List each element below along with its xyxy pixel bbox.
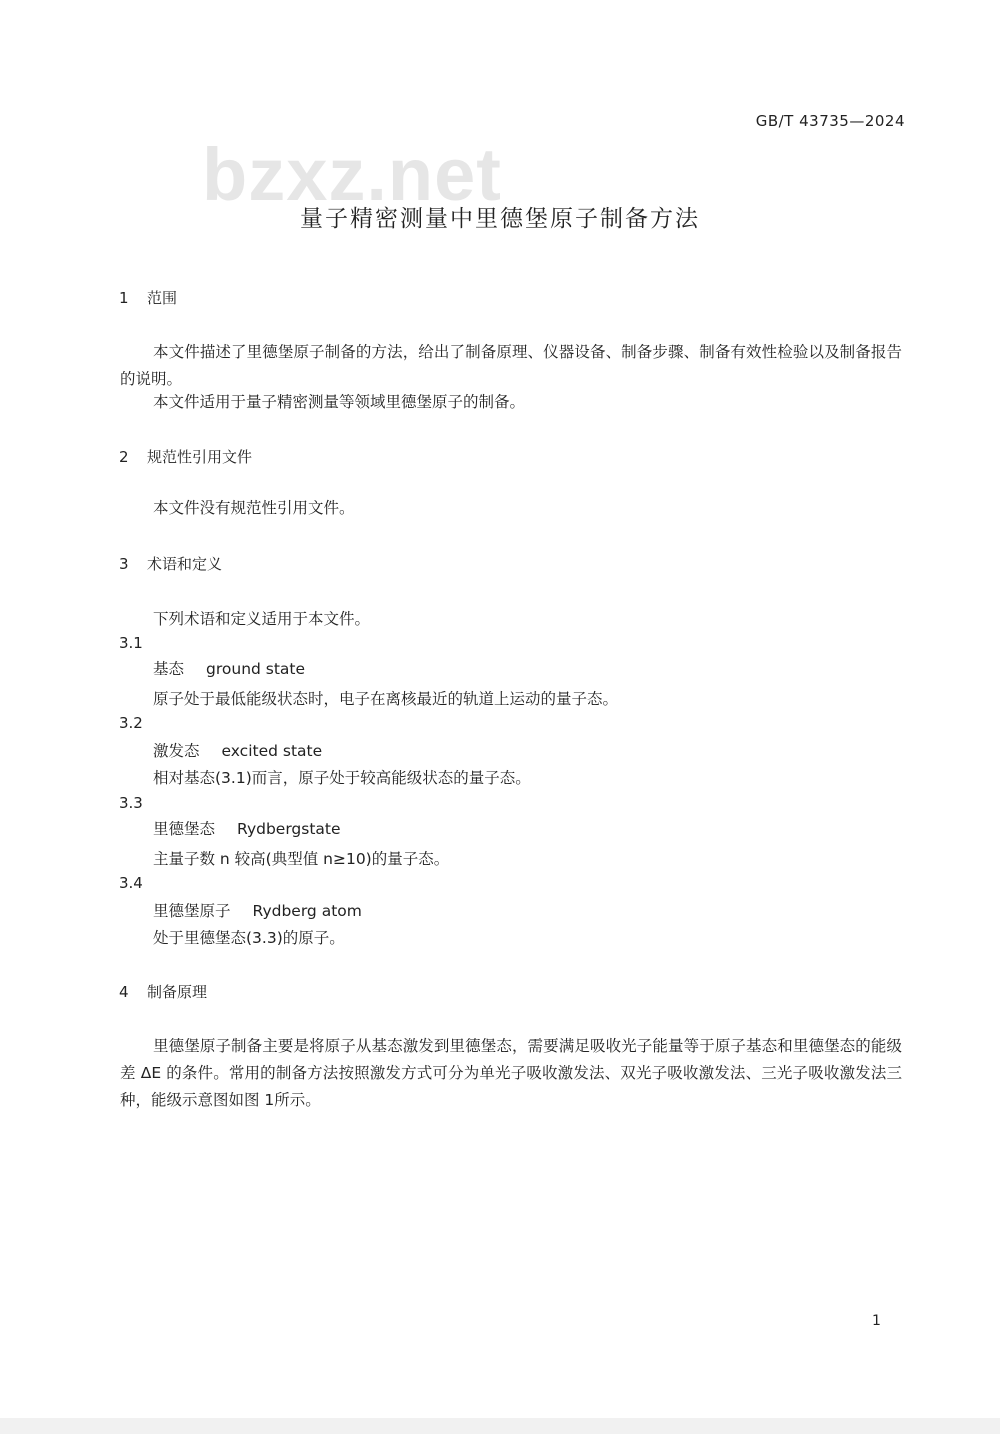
term-number: 3.2 [119,714,143,732]
section-title: 范围 [147,289,178,307]
section-4-paragraph-1: 里德堡原子制备主要是将原子从基态激发到里德堡态，需要满足吸收光子能量等于原子基态和里德堡态的能级差 ΔE 的条件。常用的制备方法按照激发方式可分为单光子吸收激发法、双光子吸收激发法、三光子吸收激发法三种，能级示意图如图 1所示。 [120,1037,902,1109]
standard-number: GB/T 43735—2024 [755,112,905,130]
term-chinese: 基态 [153,660,185,678]
section-1-paragraph-1: 本文件描述了里德堡原子制备的方法，给出了制备原理、仪器设备、制备步骤、制备有效性检验以及制备报告的说明。 [120,343,902,388]
term-definition: 相对基态(3.1)而言，原子处于较高能级状态的量子态。 [153,769,531,787]
section-3-heading [119,553,222,574]
term-chinese: 里德堡原子 [153,902,231,920]
document-title: 量子精密测量中里德堡原子制备方法 [300,206,700,232]
term-name [153,817,341,839]
term-definition: 原子处于最低能级状态时，电子在离核最近的轨道上运动的量子态。 [153,690,619,708]
section-number: 2 [119,448,129,466]
term-number: 3.3 [119,794,143,812]
section-number: 4 [119,983,129,1001]
section-2-heading [119,446,252,467]
section-number: 1 [119,289,129,307]
section-1-heading [119,287,177,308]
term-chinese: 里德堡态 [153,820,216,838]
section-2-paragraph-1: 本文件没有规范性引用文件。 [153,499,355,517]
term-definition: 处于里德堡态(3.3)的原子。 [153,929,345,947]
viewer-bottom-bar [0,1418,1000,1434]
term-name [153,739,322,761]
term-english: Rydbergstate [237,820,341,838]
term-name [153,657,305,679]
page-number: 1 [872,1313,881,1329]
term-english: excited state [221,742,323,760]
term-number: 3.4 [119,874,143,892]
term-number: 3.1 [119,634,143,652]
section-4-heading [119,981,207,1002]
section-3-intro: 下列术语和定义适用于本文件。 [153,610,371,628]
term-definition: 主量子数 n 较高(典型值 n≥10)的量子态。 [153,850,450,868]
term-english: ground state [206,660,306,678]
section-1-paragraph-2: 本文件适用于量子精密测量等领域里德堡原子的制备。 [153,393,526,411]
section-title: 规范性引用文件 [147,448,253,466]
term-english: Rydberg atom [252,902,362,920]
term-chinese: 激发态 [153,742,200,760]
section-number: 3 [119,555,129,573]
section-title: 术语和定义 [147,555,223,573]
section-title: 制备原理 [147,983,208,1001]
term-name [153,899,362,921]
watermark: bzxz.net [202,133,502,216]
